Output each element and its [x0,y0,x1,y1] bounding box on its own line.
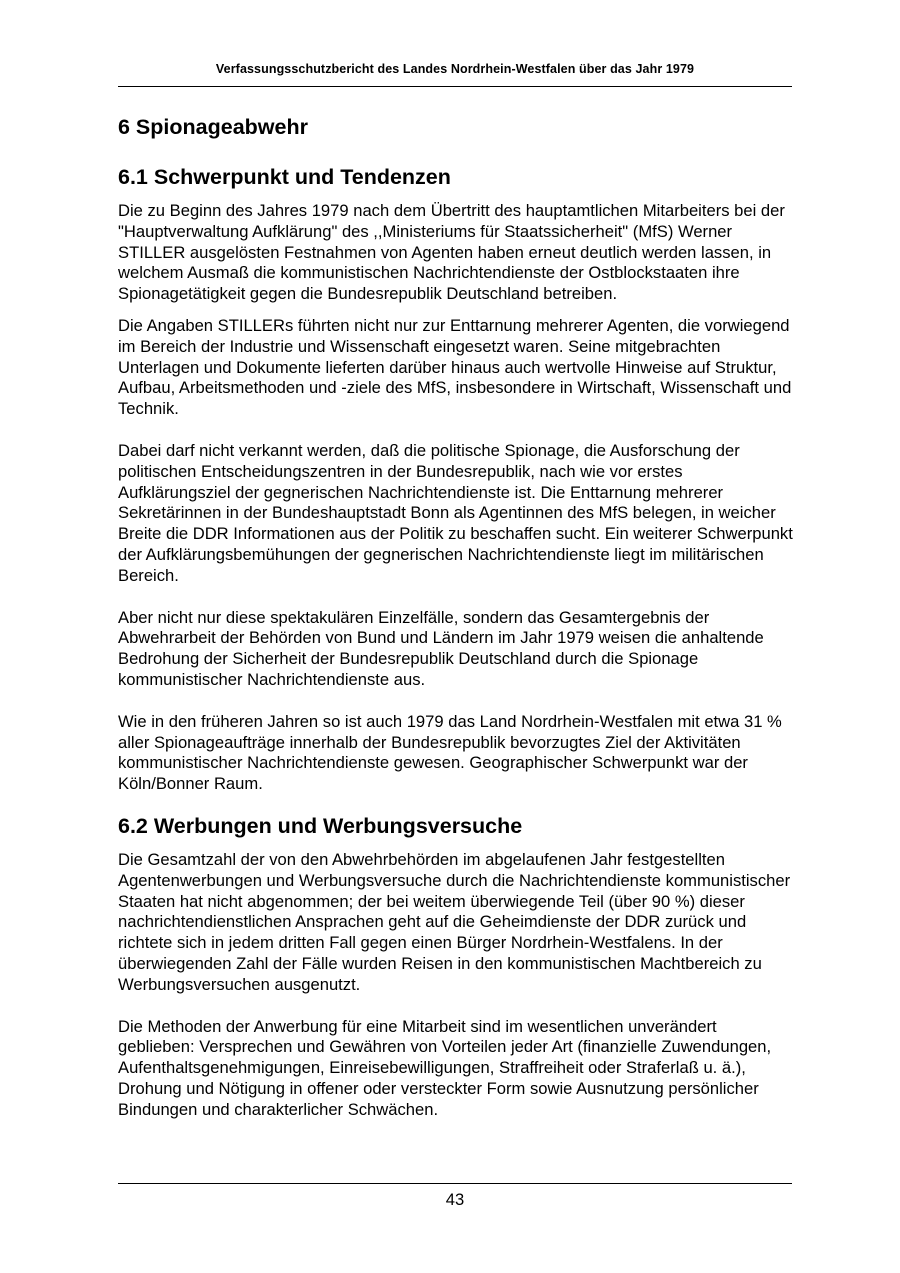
paragraph: Wie in den früheren Jahren so ist auch 1979 das Land Nordrhein-Westfalen mit etwa 31 % aller Spionageaufträge innerhalb der Bundesrepublik bevorzugtes Ziel der Aktivitäten kommunistischer Nachrichtendienste gewesen. Geographischer Schwerpunkt war der Köln/Bonner Raum. [118,711,782,794]
page-body [118,112,794,1120]
paragraph: Die Gesamtzahl der von den Abwehrbehörden im abgelaufenen Jahr festgestellten Agentenwerbungen und Werbungsversuche durch die Nachrichtendienste kommunistischer Staaten hat nicht abgenommen; der bei weitem überwiegende Teil (über 90 %) dieser nachrichtendienstlichen Ansprachen geht auf die Geheimdienste der DDR zurück und richtete sich in jedem dritten Fall gegen einen Bürger Nordrhein-Westfalens. In der überwiegenden Zahl der Fälle wurden Reisen in den kommunistischen Machtbereich zu Werbungsversuchen ausgenutzt. [118,849,791,994]
paragraph: Die zu Beginn des Jahres 1979 nach dem Übertritt des hauptamtlichen Mitarbeiters bei der "Hauptverwaltung Aufklärung" des ,,Ministeriums für Staatssicherheit" (MfS) Werner STILLER ausgelösten Festnahmen von Agenten haben erneut deutlich werden lassen, in welchem Ausmaß die kommunistischen Nachrichtendienste der Ostblockstaaten ihre Spionagetätigkeit gegen die Bundesrepublik Deutschland betreiben. [118,201,785,304]
chapter-title: 6 Spionageabwehr [118,115,308,139]
paragraph: Aber nicht nur diese spektakulären Einzelfälle, sondern das Gesamtergebnis der Abwehrarbeit der Behörden von Bund und Ländern im Jahr 1979 weisen die anhaltende Bedrohung der Sicherheit der Bundesrepublik Deutschland durch die Spionage kommunistischer Nachrichtendienste aus. [118,607,764,689]
running-header: Verfassungsschutzbericht des Landes Nordrhein-Westfalen über das Jahr 1979 [215,62,695,76]
paragraph: Dabei darf nicht verkannt werden, daß die politische Spionage, die Ausforschung der politischen Entscheidungszentren in der Bundesrepublik, nach wie vor erstes Aufklärungsziel der gegnerischen Nachrichtendienste ist. Die Enttarnung mehrerer Sekretärinnen in der Bundeshauptstadt Bonn als Agentinnen des MfS belegen, in weicher Breite die DDR Informationen aus der Politik zu beschaffen sucht. Ein weiterer Schwerpunkt der Aufklärungsbemühungen der gegnerischen Nachrichtendienste liegt im militärischen Bereich. [118,440,793,585]
footer-divider [118,1183,792,1184]
page-number: 43 [445,1190,465,1209]
section-title-6-1: 6.1 Schwerpunkt und Tendenzen [118,165,451,189]
header-divider [118,86,792,87]
section-title-6-2: 6.2 Werbungen und Werbungsversuche [118,813,523,838]
paragraph: Die Methoden der Anwerbung für eine Mitarbeit sind im wesentlichen unverändert geblieben: Versprechen und Gewähren von Vorteilen jeder Art (finanzielle Zuwendungen, Aufenthaltsgenehmigungen, Einreisebewilligungen, Straffreiheit oder Straferlaß u. ä.), Drohung und Nötigung in offener oder versteckter Form sowie Ausnutzung persönlicher Bindungen und charakterlicher Schwächen. [118,1016,772,1119]
paragraph: Die Angaben STILLERs führten nicht nur zur Enttarnung mehrerer Agenten, die vorwiegend im Bereich der Industrie und Wissenschaft eingesetzt waren. Seine mitgebrachten Unterlagen und Dokumente lieferten darüber hinaus auch wertvolle Hinweise auf Struktur, Aufbau, Arbeitsmethoden und -ziele des MfS, insbesondere in Wirtschaft, Wissenschaft und Technik. [118,315,792,419]
